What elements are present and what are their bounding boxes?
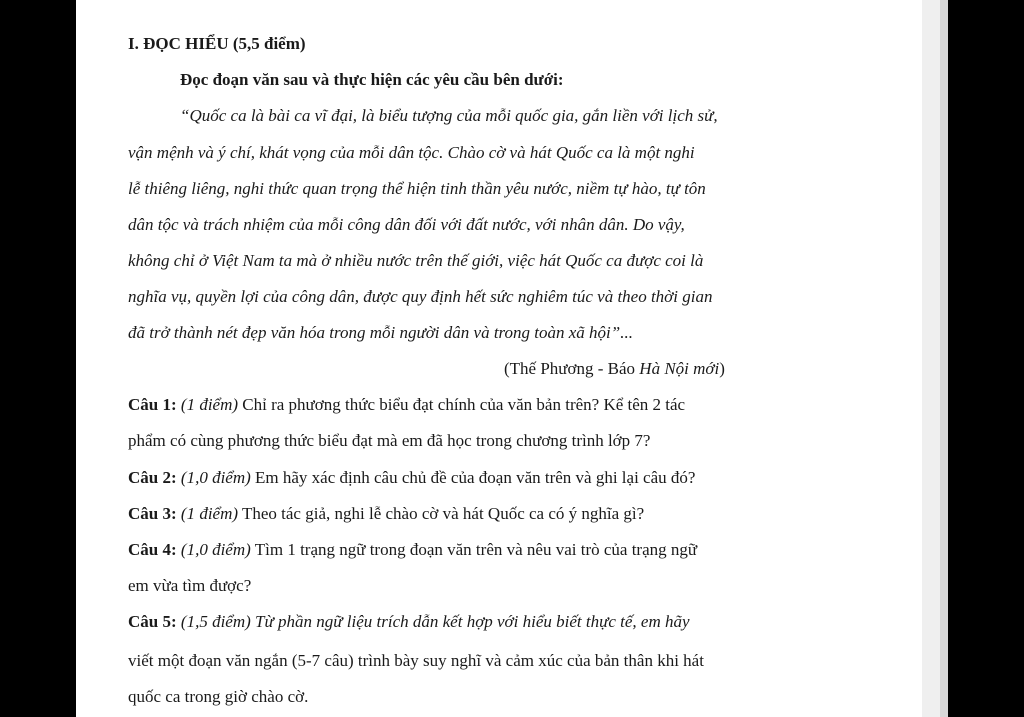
question-text: viết một đoạn văn ngắn (5-7 câu) trình bày suy nghĩ và cảm xúc của bản thân khi hát (128, 651, 704, 670)
question-text: Từ phần ngữ liệu trích dẫn kết hợp với hiểu biết thực tế, em hãy (255, 612, 690, 631)
question-text: Tìm 1 trạng ngữ trong đoạn văn trên và nêu vai trò của trạng ngữ (254, 540, 698, 559)
question-label: Câu 5: (128, 612, 177, 631)
passage-line: nghĩa vụ, quyền lợi của công dân, được quy định hết sức nghiêm túc và theo thời gian (128, 287, 713, 306)
passage-line: vận mệnh và ý chí, khát vọng của mỗi dân tộc. Chào cờ và hát Quốc ca là một nghi (128, 143, 695, 162)
question-text: em vừa tìm được? (128, 576, 252, 595)
question-label: Câu 2: (128, 468, 177, 487)
passage-line: đã trở thành nét đẹp văn hóa trong mỗi người dân và trong toàn xã hội”... (128, 323, 633, 342)
vertical-scrollbar[interactable] (940, 0, 948, 717)
question-text: Theo tác giả, nghi lễ chào cờ và hát Quốc ca có ý nghĩa gì? (241, 504, 645, 523)
passage-line: dân tộc và trách nhiệm của mỗi công dân đối với đất nước, với nhân dân. Do vậy, (128, 215, 685, 234)
passage-line: lễ thiêng liêng, nghi thức quan trọng thể hiện tinh thần yêu nước, niềm tự hào, tự tôn (128, 179, 706, 198)
question-points: (1 điểm) (180, 395, 239, 414)
question-text: Em hãy xác định câu chủ đề của đoạn văn trên và ghi lại câu đó? (255, 468, 696, 487)
passage-source (504, 358, 725, 380)
question-text: phẩm có cùng phương thức biểu đạt mà em đã học trong chương trình lớp 7? (128, 431, 651, 450)
source-suffix: ) (719, 359, 725, 378)
question-points: (1,0 điểm) (180, 540, 251, 559)
question-points: (1 điểm) (180, 504, 239, 523)
question-text: Chỉ ra phương thức biểu đạt chính của văn bản trên? Kể tên 2 tác (242, 395, 686, 414)
source-prefix: (Thế Phương - Báo (504, 359, 640, 378)
question-points: (1,5 điểm) (180, 612, 251, 631)
question-label: Câu 4: (128, 540, 177, 559)
passage-line: “Quốc ca là bài ca vĩ đại, là biểu tượng của mỗi quốc gia, gắn liền với lịch sử, (180, 106, 718, 125)
question-label: Câu 3: (128, 504, 177, 523)
source-paper: Hà Nội mới (639, 359, 720, 378)
passage-line: không chỉ ở Việt Nam ta mà ở nhiều nước trên thế giới, việc hát Quốc ca được coi là (128, 251, 704, 270)
question-label: Câu 1: (128, 395, 177, 414)
question-text: quốc ca trong giờ chào cờ. (128, 687, 309, 706)
section-title: I. ĐỌC HIỂU (5,5 điểm) (128, 34, 306, 53)
question-points: (1,0 điểm) (180, 468, 251, 487)
instruction-text: Đọc đoạn văn sau và thực hiện các yêu cầu bên dưới: (180, 70, 564, 89)
